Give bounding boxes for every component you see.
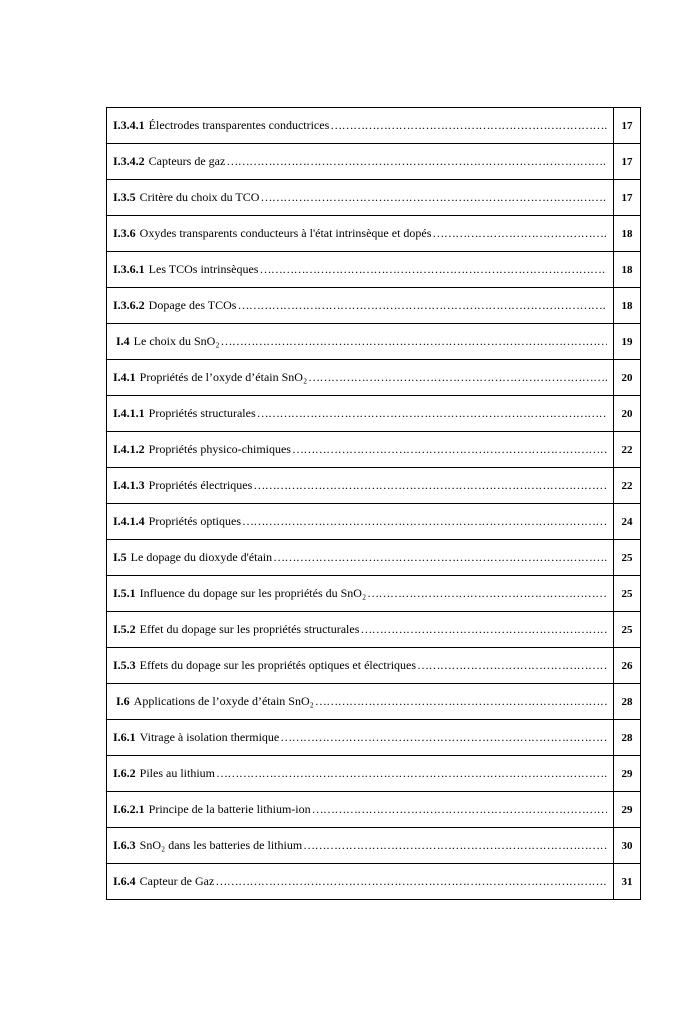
section-title: Principe de la batterie lithium-ion: [148, 802, 311, 816]
section-number: I.4.1.4: [113, 514, 145, 528]
toc-row[interactable]: [107, 540, 641, 576]
section-number: I.5: [113, 550, 127, 564]
dot-leader: [273, 550, 607, 565]
toc-entry: [107, 288, 614, 323]
section-title: Dopage des TCOs: [148, 298, 237, 312]
page-number: 25: [614, 576, 641, 611]
dot-leader: [367, 586, 607, 601]
toc-row[interactable]: [107, 468, 641, 504]
section-title: Capteurs de gaz: [148, 154, 226, 168]
section-title: Capteur de Gaz: [139, 874, 215, 888]
toc-row[interactable]: [107, 396, 641, 432]
page-number: 22: [614, 468, 641, 503]
page-number: 18: [614, 288, 641, 323]
toc-entry: [107, 252, 614, 287]
toc-row[interactable]: [107, 720, 641, 756]
toc-entry: [107, 828, 614, 863]
dot-leader: [417, 658, 607, 673]
dot-leader: [432, 226, 607, 241]
toc-entry: [107, 720, 614, 755]
section-title: Les TCOs intrinsèques: [148, 262, 259, 276]
toc-row[interactable]: [107, 648, 641, 684]
section-title: Effets du dopage sur les propriétés optiques et électriques: [139, 658, 417, 672]
toc-entry: [107, 504, 614, 539]
section-title: Oxydes transparents conducteurs à l'état intrinsèque et dopés: [139, 226, 432, 240]
section-number: I.6.2.1: [113, 802, 145, 816]
toc-entry: [107, 792, 614, 827]
dot-leader: [312, 802, 607, 817]
toc-row[interactable]: [107, 180, 641, 216]
page-number: 28: [614, 720, 641, 755]
toc-entry: [107, 144, 614, 179]
dot-leader: [315, 694, 607, 709]
toc-entry: [107, 684, 614, 719]
dot-leader: [330, 118, 607, 133]
toc-row[interactable]: [107, 252, 641, 288]
toc-row[interactable]: [107, 684, 641, 720]
page-number: 25: [614, 540, 641, 575]
dot-leader: [303, 838, 607, 853]
page-number: 30: [614, 828, 641, 863]
toc-entry: [107, 396, 614, 431]
dot-leader: [215, 874, 607, 889]
toc-entry: [107, 180, 614, 215]
page-number: 29: [614, 756, 641, 791]
toc-row[interactable]: [107, 576, 641, 612]
page-number: 18: [614, 252, 641, 287]
section-title: Influence du dopage sur les propriétés du SnO₂: [139, 586, 367, 600]
toc-entry: [107, 864, 614, 899]
page-number: 29: [614, 792, 641, 827]
toc-entry: [107, 468, 614, 503]
toc-row[interactable]: [107, 360, 641, 396]
section-number: I.5.1: [113, 586, 136, 600]
page-number: 28: [614, 684, 641, 719]
section-title: Le choix du SnO₂: [133, 334, 220, 348]
section-title: Propriétés de l’oxyde d’étain SnO₂: [139, 370, 308, 384]
toc-entry: [107, 324, 614, 359]
toc-entry: [107, 576, 614, 611]
section-number: I.3.6.2: [113, 298, 145, 312]
dot-leader: [260, 190, 607, 205]
page-number: 24: [614, 504, 641, 539]
page-number: 17: [614, 144, 641, 179]
section-number: I.3.6: [113, 226, 136, 240]
dot-leader: [257, 406, 607, 421]
section-number: I.4.1.2: [113, 442, 145, 456]
dot-leader: [226, 154, 607, 169]
section-number: I.6: [116, 694, 130, 708]
toc-entry: [107, 360, 614, 395]
toc-row[interactable]: [107, 504, 641, 540]
section-title: Effet du dopage sur les propriétés structurales: [139, 622, 360, 636]
dot-leader: [259, 262, 607, 277]
page-number: 17: [614, 180, 641, 215]
page-number: 25: [614, 612, 641, 647]
page-number: 26: [614, 648, 641, 683]
dot-leader: [253, 478, 607, 493]
page-number: 22: [614, 432, 641, 467]
page-number: 18: [614, 216, 641, 251]
toc-row[interactable]: [107, 216, 641, 252]
section-number: I.5.3: [113, 658, 136, 672]
section-number: I.5.2: [113, 622, 136, 636]
section-number: I.3.6.1: [113, 262, 145, 276]
section-title: Propriétés optiques: [148, 514, 241, 528]
page-number: 31: [614, 864, 641, 899]
dot-leader: [237, 298, 607, 313]
toc-row[interactable]: [107, 324, 641, 360]
section-title: Électrodes transparentes conductrices: [148, 118, 330, 132]
toc-entry: [107, 108, 614, 143]
section-title: Critère du choix du TCO: [139, 190, 260, 204]
toc-row[interactable]: [107, 756, 641, 792]
section-title: Applications de l’oxyde d’étain SnO₂: [133, 694, 314, 708]
section-number: I.6.2: [113, 766, 136, 780]
section-title: Propriétés électriques: [148, 478, 253, 492]
toc-entry: [107, 216, 614, 251]
section-number: I.4: [116, 334, 130, 348]
toc-row[interactable]: [107, 612, 641, 648]
toc-entry: [107, 648, 614, 683]
page-number: 20: [614, 396, 641, 431]
section-number: I.3.5: [113, 190, 136, 204]
section-number: I.3.4.2: [113, 154, 145, 168]
section-number: I.6.1: [113, 730, 136, 744]
dot-leader: [360, 622, 607, 637]
toc-row[interactable]: [107, 792, 641, 828]
section-title: Vitrage à isolation thermique: [139, 730, 280, 744]
dot-leader: [308, 370, 607, 385]
section-title: SnO₂ dans les batteries de lithium: [139, 838, 303, 852]
page-number: 19: [614, 324, 641, 359]
dot-leader: [292, 442, 607, 457]
toc-row[interactable]: [107, 828, 641, 864]
section-number: I.3.4.1: [113, 118, 145, 132]
dot-leader: [280, 730, 607, 745]
section-number: I.6.4: [113, 874, 136, 888]
table-of-contents: [106, 107, 641, 900]
toc-row[interactable]: [107, 288, 641, 324]
toc-row[interactable]: [107, 432, 641, 468]
toc-row[interactable]: [107, 864, 641, 900]
dot-leader: [242, 514, 607, 529]
section-title: Piles au lithium: [139, 766, 216, 780]
section-number: I.6.3: [113, 838, 136, 852]
section-number: I.4.1.1: [113, 406, 145, 420]
toc-entry: [107, 432, 614, 467]
toc-entry: [107, 756, 614, 791]
section-title: Le dopage du dioxyde d'étain: [130, 550, 273, 564]
toc-entry: [107, 540, 614, 575]
toc-row[interactable]: [107, 108, 641, 144]
section-title: Propriétés physico-chimiques: [148, 442, 291, 456]
toc-row[interactable]: [107, 144, 641, 180]
toc-entry: [107, 612, 614, 647]
section-number: I.4.1.3: [113, 478, 145, 492]
dot-leader: [221, 334, 607, 349]
dot-leader: [216, 766, 607, 781]
section-title: Propriétés structurales: [148, 406, 256, 420]
page-number: 17: [614, 108, 641, 143]
section-number: I.4.1: [113, 370, 136, 384]
page-number: 20: [614, 360, 641, 395]
